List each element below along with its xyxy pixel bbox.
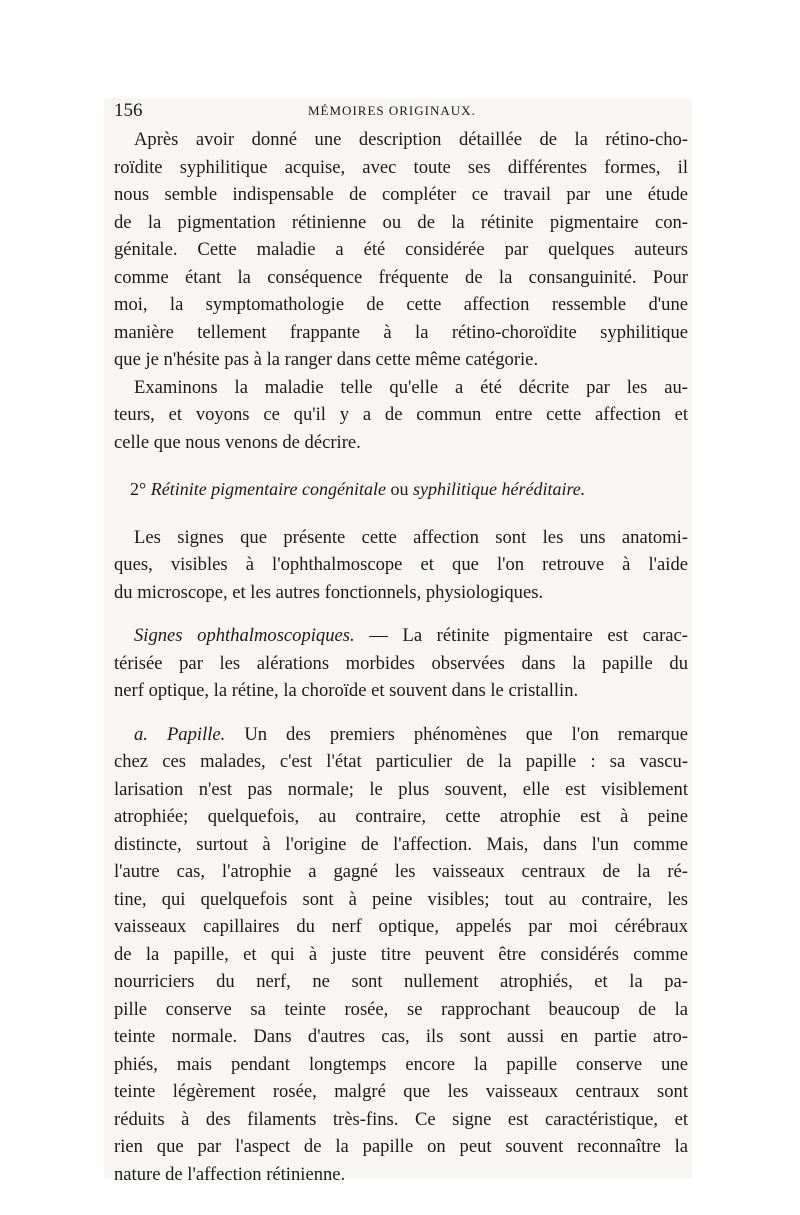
section-number: 2° (130, 479, 147, 499)
text-line: roïdite syphilitique acquise, avec toute ses différentes formes, il (114, 156, 688, 178)
paragraph-signes-intro (114, 524, 688, 607)
papille-first-line-rest: Un des premiers phénomènes que l'on remarque (225, 723, 688, 745)
text-line: nourriciers du nerf, ne sont nullement atrophiés, et la pa- (114, 971, 688, 992)
text-line: tine, qui quelquefois sont à peine visibles; tout au contraire, les (114, 888, 688, 910)
text-line: rien que par l'aspect de la papille on peut souvent reconnaître la (114, 1136, 688, 1157)
text-line: du microscope, et les autres fonctionnels, physiologiques. (114, 581, 544, 603)
signes-first-line-rest: — La rétinite pigmentaire est carac- (354, 625, 688, 646)
text-line: Les signes que présente cette affection sont les uns anatomi- (134, 526, 688, 548)
text-line: que je n'hésite pas à la ranger dans cette même catégorie. (114, 349, 539, 370)
paragraph-papille (114, 721, 688, 1189)
running-title: MÉMOIRES ORIGINAUX. (308, 103, 476, 118)
paragraph-intro (114, 126, 688, 374)
running-head (114, 100, 688, 124)
text-line: larisation n'est pas normale; le plus souvent, elle est visiblement (114, 778, 688, 800)
text-line: distincte, surtout à l'origine de l'affection. Mais, dans l'un comme (114, 833, 688, 855)
signes-lead: Signes ophthalmoscopiques. (134, 625, 355, 646)
text-line (114, 622, 688, 650)
text-line: de la pigmentation rétinienne ou de la rétinite pigmentaire con- (114, 211, 688, 233)
text-line: manière tellement frappante à la rétino-choroïdite syphilitique (114, 321, 688, 343)
body-text (114, 126, 688, 1188)
text-line: phiés, mais pendant longtemps encore la papille conserve une (114, 1053, 688, 1075)
text-line: pille conserve sa teinte rosée, se rapprochant beaucoup de la (114, 998, 688, 1020)
text-line: moi, la symptomathologie de cette affection ressemble d'une (114, 294, 688, 315)
page-number: 156 (114, 100, 143, 121)
papille-lead: a. Papille. (134, 723, 226, 745)
text-line: ques, visibles à l'ophthalmoscope et que l'on retrouve à l'aide (114, 554, 688, 575)
text-line: génitale. Cette maladie a été considérée par quelques auteurs (114, 239, 688, 260)
text-line: térisée par les alérations morbides observées dans la papille du (114, 652, 688, 674)
text-line: teinte légèrement rosée, malgré que les vaisseaux centraux sont (114, 1081, 688, 1102)
section-title-part-1: Rétinite pigmentaire congénitale (150, 479, 386, 499)
text-line: de la papille, et qui à juste titre peuvent être considérés comme (114, 943, 688, 965)
section-title-part-2: syphilitique héréditaire. (412, 479, 586, 499)
text-line: nature de l'affection rétinienne. (114, 1163, 346, 1185)
text-line: nerf optique, la rétine, la choroïde et souvent dans le cristallin. (114, 680, 579, 701)
text-line: réduits à des filaments très-fins. Ce signe est caractéristique, et (114, 1108, 688, 1130)
text-line: chez ces malades, c'est l'état particulier de la papille : sa vascu- (114, 751, 688, 772)
text-line: atrophiée; quelquefois, au contraire, cette atrophie est à peine (114, 806, 688, 827)
text-line: comme étant la conséquence fréquente de la consanguinité. Pour (114, 266, 688, 288)
text-line: Après avoir donné une description détaillée de la rétino-cho- (134, 129, 688, 150)
section-heading (114, 476, 688, 504)
text-line: teinte normale. Dans d'autres cas, ils sont aussi en partie atro- (114, 1026, 688, 1047)
paragraph-examinons (114, 374, 688, 457)
text-line: nous semble indispensable de compléter ce travail par une étude (114, 184, 688, 205)
text-line: celle que nous venons de décrire. (114, 431, 361, 453)
text-line: teurs, et voyons ce qu'il y a de commun entre cette affection et (114, 404, 688, 425)
text-line (114, 721, 688, 749)
section-title-connector: ou (385, 479, 413, 499)
text-line: l'autre cas, l'atrophie a gagné les vaisseaux centraux de la ré- (114, 861, 688, 882)
text-line: vaisseaux capillaires du nerf optique, appelés par moi cérébraux (114, 916, 688, 937)
text-line: Examinons la maladie telle qu'elle a été décrite par les au- (134, 376, 688, 398)
paragraph-signes-ophthalmoscopiques (114, 622, 688, 705)
